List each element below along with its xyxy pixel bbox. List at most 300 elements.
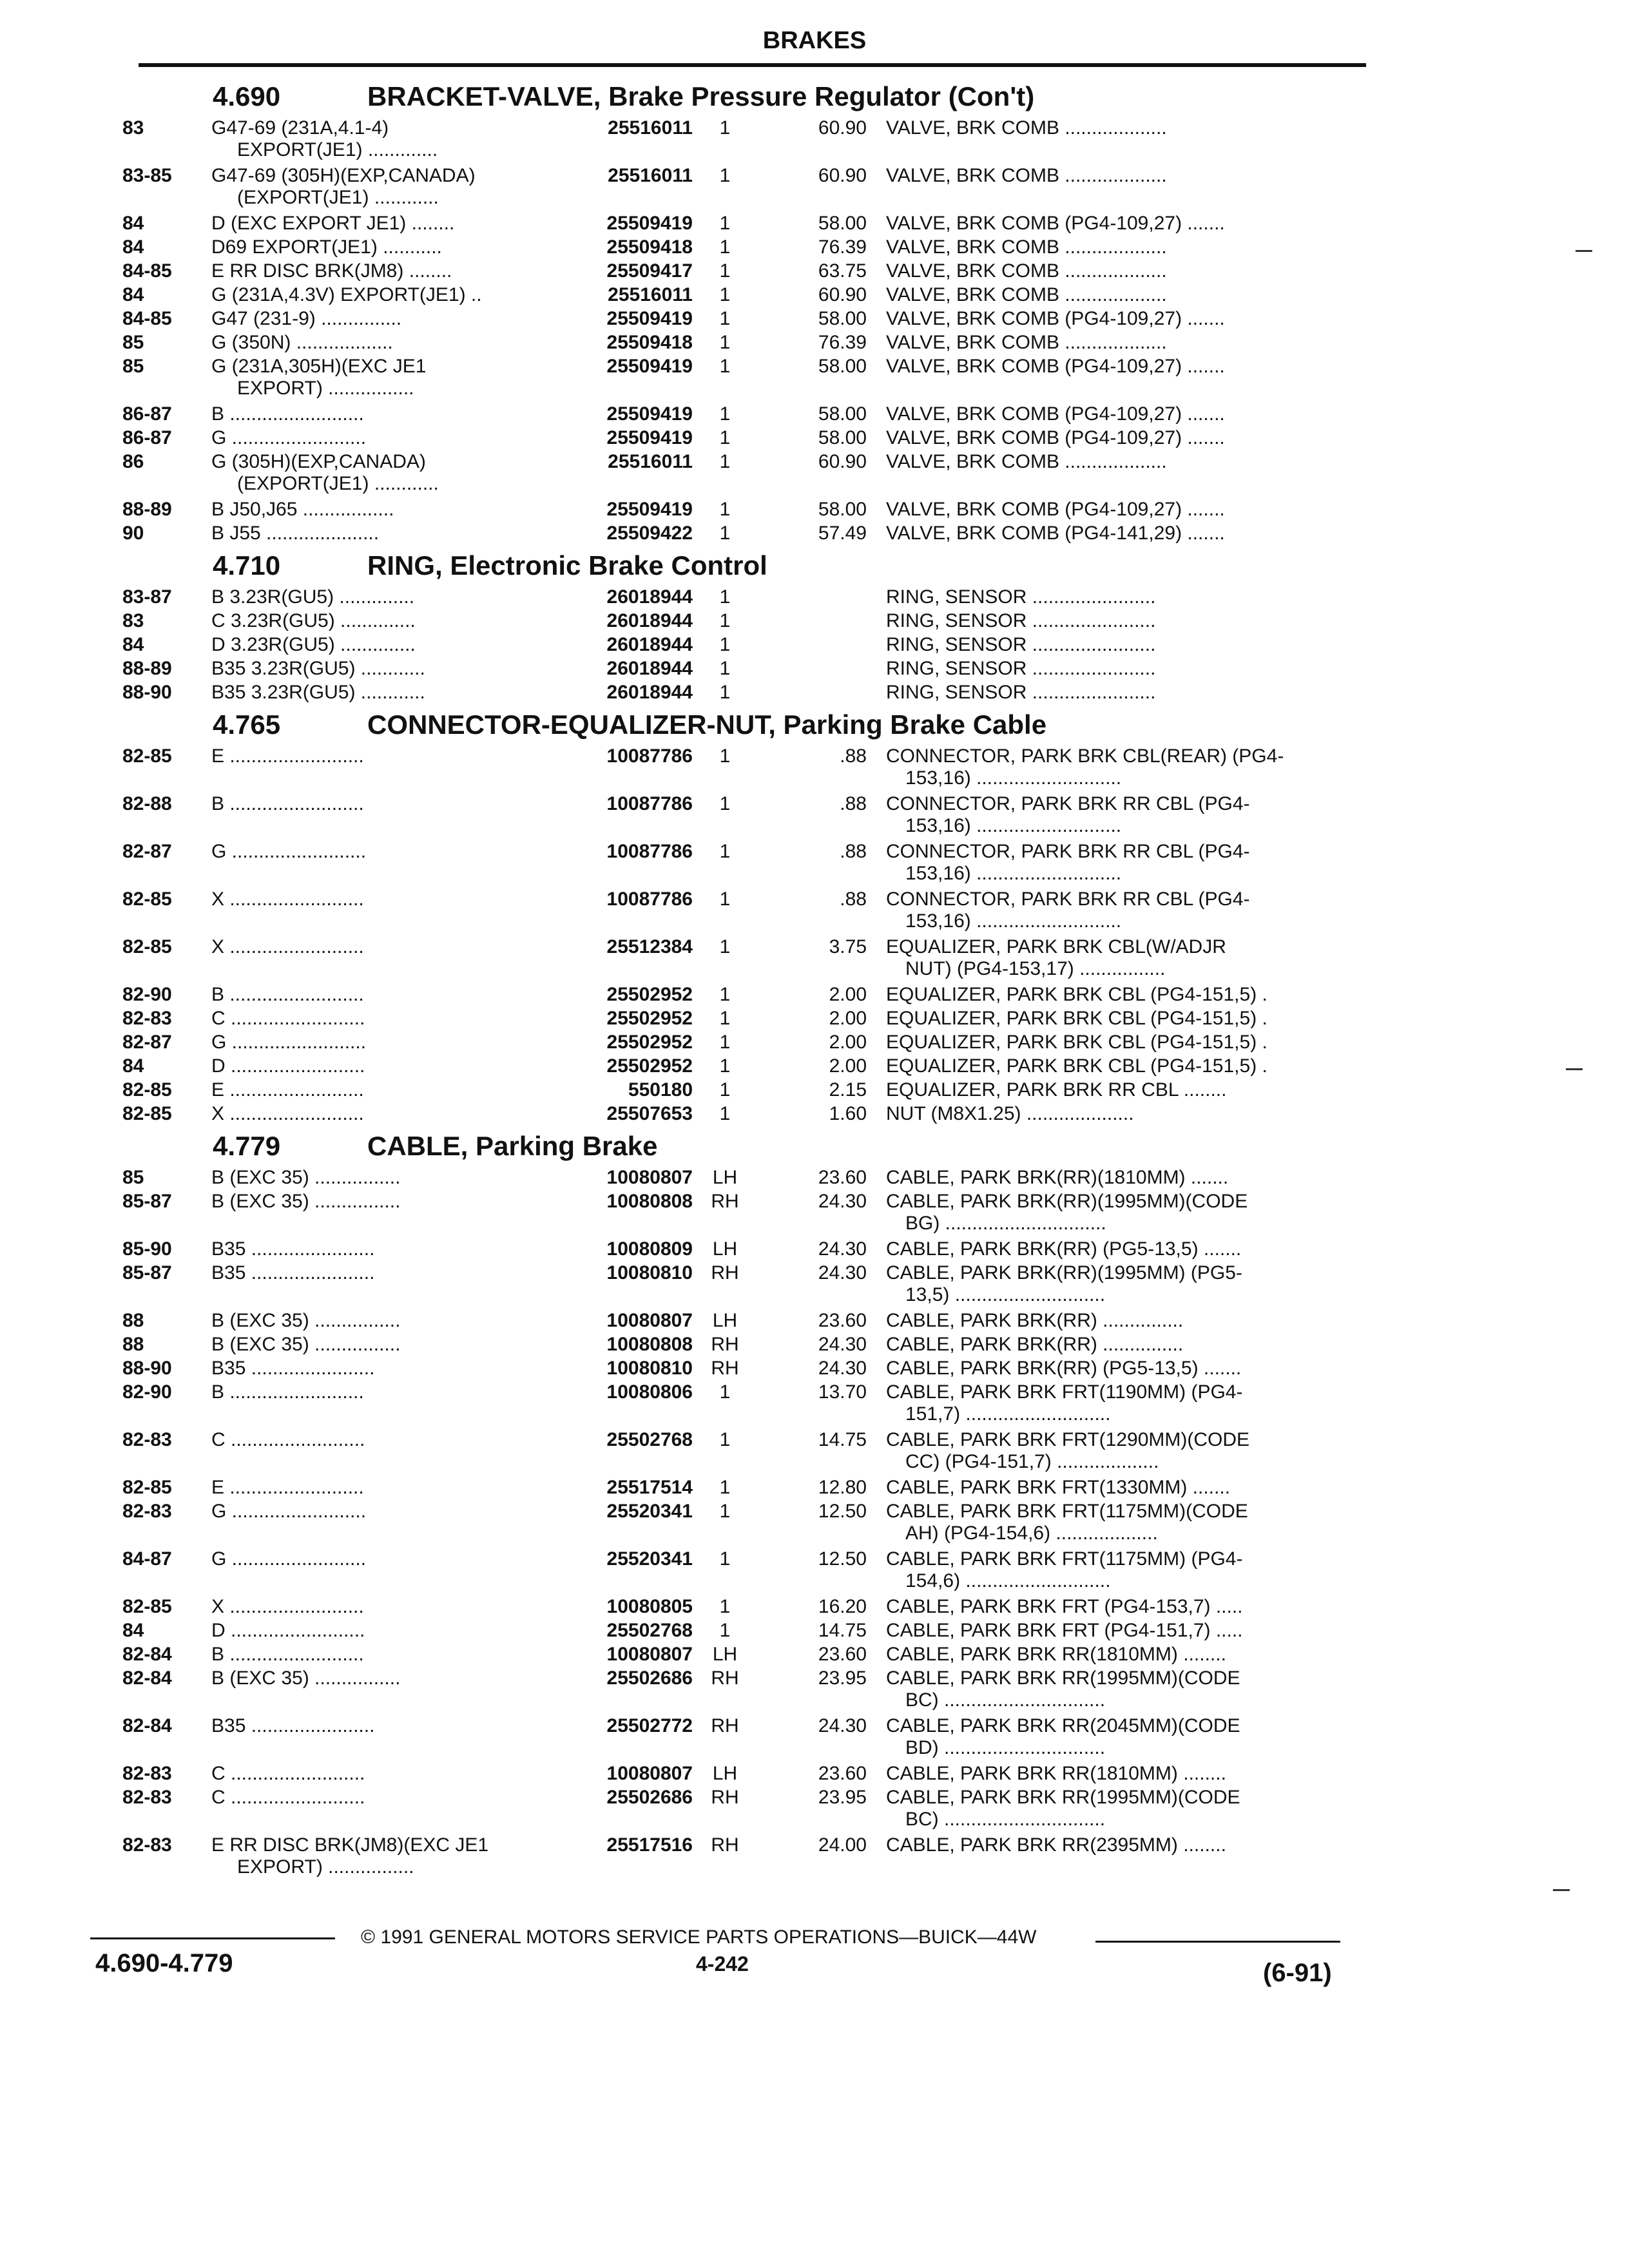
application-description (211, 745, 563, 767)
model-years: 82-85 (122, 936, 172, 957)
part-name-line: CABLE, PARK BRK(RR)(1810MM) ....... (886, 1167, 1229, 1188)
quantity: 1 (719, 1548, 731, 1570)
application-description (211, 260, 563, 282)
model-years: 84 (122, 1620, 144, 1641)
model-years: 82-83 (122, 1763, 172, 1784)
part-name (886, 1477, 1363, 1499)
description-line: B ......................... (211, 403, 364, 425)
description-line: G ......................... (211, 1032, 367, 1053)
quantity: LH (712, 1167, 738, 1188)
part-number: 25502768 (606, 1620, 693, 1641)
part-row (0, 117, 1629, 165)
price: 76.39 (818, 236, 867, 258)
part-name-line: VALVE, BRK COMB (PG4-109,27) ....... (886, 356, 1225, 377)
application-description (211, 1103, 563, 1125)
application-description (211, 1429, 563, 1451)
description-line: G ......................... (211, 427, 367, 448)
price: 58.00 (818, 308, 867, 329)
model-years: 82-90 (122, 1381, 172, 1403)
quantity: 1 (719, 841, 731, 862)
price: 2.15 (829, 1079, 867, 1100)
part-number: 10080810 (606, 1262, 693, 1283)
quantity: 1 (719, 745, 731, 767)
part-name-line: BC) .............................. (905, 1809, 1106, 1830)
part-row (0, 1667, 1629, 1715)
part-name (886, 1103, 1363, 1125)
part-row (0, 1644, 1629, 1667)
part-name-line: RING, SENSOR ....................... (886, 682, 1156, 703)
margin-mark (1553, 1889, 1570, 1891)
part-name (886, 308, 1363, 330)
section-title: RING, Electronic Brake Control (367, 550, 767, 581)
part-row (0, 165, 1629, 213)
model-years: 85 (122, 1167, 144, 1188)
part-name-line: CABLE, PARK BRK RR(1995MM)(CODE (886, 1667, 1240, 1689)
section-title: BRACKET-VALVE, Brake Pressure Regulator (Con't) (367, 81, 1035, 111)
description-line: G (231A,4.3V) EXPORT(JE1) .. (211, 284, 482, 305)
model-years: 84 (122, 236, 144, 258)
part-name-line: RING, SENSOR ....................... (886, 634, 1156, 655)
part-number: 10080807 (606, 1763, 693, 1784)
quantity: 1 (719, 117, 731, 139)
model-years: 85 (122, 332, 144, 353)
description-line: B35 ....................... (211, 1715, 375, 1736)
model-years: 83-85 (122, 165, 172, 186)
description-line: G (231A,305H)(EXC JE1 (211, 356, 427, 377)
part-number: 25502686 (606, 1787, 693, 1808)
price: 57.49 (818, 523, 867, 544)
part-name-line: NUT) (PG4-153,17) ................ (905, 958, 1166, 979)
application-description (211, 1032, 563, 1053)
description-line: G ......................... (211, 1501, 367, 1522)
price: 2.00 (829, 1008, 867, 1029)
part-name (886, 1310, 1363, 1332)
part-number: 10087786 (606, 793, 693, 814)
part-name (886, 1644, 1363, 1666)
model-years: 88-89 (122, 658, 172, 679)
part-name (886, 1763, 1363, 1785)
quantity: 1 (719, 1620, 731, 1641)
description-line: B35 ....................... (211, 1358, 375, 1379)
description-line: D ......................... (211, 1055, 365, 1077)
part-name-line: NUT (M8X1.25) .................... (886, 1103, 1134, 1124)
part-number: 10080807 (606, 1310, 693, 1331)
part-name-line: EQUALIZER, PARK BRK RR CBL ........ (886, 1079, 1227, 1100)
model-years: 82-85 (122, 745, 172, 767)
description-line: X ......................... (211, 889, 364, 910)
part-row (0, 1032, 1629, 1055)
part-name-line: VALVE, BRK COMB ................... (886, 165, 1167, 186)
part-number: 25509419 (606, 356, 693, 377)
part-name-line: CONNECTOR, PARK BRK RR CBL (PG4- (886, 841, 1250, 862)
section-number: 4.690 (213, 81, 281, 111)
price: 12.50 (818, 1548, 867, 1570)
part-name (886, 889, 1363, 932)
price: 58.00 (818, 213, 867, 234)
part-name (886, 1238, 1363, 1260)
price: 2.00 (829, 1055, 867, 1077)
price: 76.39 (818, 332, 867, 353)
quantity: 1 (719, 1381, 731, 1403)
application-description (211, 1548, 563, 1570)
part-row (0, 841, 1629, 889)
quantity: RH (711, 1834, 739, 1856)
application-description (211, 403, 563, 425)
part-row (0, 682, 1629, 706)
application-description (211, 1191, 563, 1213)
margin-mark (1576, 250, 1592, 252)
section-title: CABLE, Parking Brake (367, 1131, 658, 1161)
section-number: 4.710 (213, 550, 281, 581)
part-name-line: RING, SENSOR ....................... (886, 658, 1156, 679)
application-description (211, 1477, 563, 1499)
part-name-line: CABLE, PARK BRK FRT(1290MM)(CODE (886, 1429, 1250, 1450)
part-name-line: CABLE, PARK BRK(RR)(1995MM) (PG5- (886, 1262, 1242, 1283)
model-years: 83-87 (122, 586, 172, 608)
application-description (211, 1381, 563, 1403)
application-description (211, 1715, 563, 1737)
part-name-line: EQUALIZER, PARK BRK CBL(W/ADJR (886, 936, 1226, 957)
price: 60.90 (818, 451, 867, 472)
description-line: E ......................... (211, 745, 364, 767)
description-line: C 3.23R(GU5) .............. (211, 610, 416, 631)
application-description (211, 332, 563, 354)
price: 14.75 (818, 1620, 867, 1641)
part-number: 25509418 (606, 236, 693, 258)
description-line: D (EXC EXPORT JE1) ........ (211, 213, 455, 234)
part-name-line: CABLE, PARK BRK FRT (PG4-153,7) ..... (886, 1596, 1243, 1617)
model-years: 83 (122, 610, 144, 631)
model-years: 82-87 (122, 841, 172, 862)
part-number: 10080808 (606, 1334, 693, 1355)
quantity: 1 (719, 793, 731, 814)
part-name-line: CABLE, PARK BRK RR(1810MM) ........ (886, 1644, 1226, 1665)
description-line: G47 (231-9) ............... (211, 308, 402, 329)
part-name-line: RING, SENSOR ....................... (886, 586, 1156, 608)
part-row (0, 523, 1629, 546)
part-name (886, 1429, 1363, 1473)
application-description (211, 1834, 563, 1878)
application-description (211, 1334, 563, 1356)
part-name-line: CABLE, PARK BRK RR(1995MM)(CODE (886, 1787, 1240, 1808)
part-number: 25509417 (606, 260, 693, 282)
quantity: 1 (719, 1596, 731, 1617)
part-name-line: VALVE, BRK COMB (PG4-109,27) ....... (886, 308, 1225, 329)
part-row (0, 1191, 1629, 1238)
quantity: LH (712, 1310, 738, 1331)
part-name (886, 1055, 1363, 1077)
description-line: B ......................... (211, 793, 364, 814)
footer-rule-left (90, 1937, 335, 1939)
price: 12.50 (818, 1501, 867, 1522)
part-name-line: VALVE, BRK COMB (PG4-109,27) ....... (886, 403, 1225, 425)
quantity: 1 (719, 403, 731, 425)
part-name-line: VALVE, BRK COMB ................... (886, 117, 1167, 139)
part-name (886, 745, 1363, 789)
model-years: 86 (122, 451, 144, 472)
quantity: 1 (719, 427, 731, 448)
part-row (0, 308, 1629, 332)
part-number: 25502952 (606, 1032, 693, 1053)
part-name-line: VALVE, BRK COMB ................... (886, 332, 1167, 353)
quantity: 1 (719, 936, 731, 957)
application-description (211, 356, 563, 399)
part-number: 25502772 (606, 1715, 693, 1736)
price: 60.90 (818, 284, 867, 305)
part-number: 25502686 (606, 1667, 693, 1689)
description-line: X ......................... (211, 1596, 364, 1617)
footer-copyright: © 1991 GENERAL MOTORS SERVICE PARTS OPERATIONS—BUICK—44W (361, 1927, 1037, 1948)
price: 23.95 (818, 1787, 867, 1808)
quantity: 1 (719, 889, 731, 910)
part-row (0, 403, 1629, 427)
description-line: D 3.23R(GU5) .............. (211, 634, 416, 655)
quantity: 1 (719, 356, 731, 377)
price: .88 (840, 793, 867, 814)
part-row (0, 1596, 1629, 1620)
description-line: B (EXC 35) ................ (211, 1191, 401, 1212)
quantity: 1 (719, 308, 731, 329)
description-line: B (EXC 35) ................ (211, 1167, 401, 1188)
section-heading (0, 77, 1629, 117)
part-row (0, 427, 1629, 451)
part-name-line: CABLE, PARK BRK(RR) ............... (886, 1310, 1184, 1331)
part-name (886, 793, 1363, 837)
quantity: 1 (719, 165, 731, 186)
model-years: 88-89 (122, 499, 172, 520)
application-description (211, 1667, 563, 1689)
application-description (211, 984, 563, 1006)
part-number: 25516011 (608, 165, 693, 186)
part-name (886, 1548, 1363, 1592)
part-number: 10080806 (606, 1381, 693, 1403)
part-name-line: CONNECTOR, PARK BRK CBL(REAR) (PG4- (886, 745, 1284, 767)
application-description (211, 1167, 563, 1189)
section-title: CONNECTOR-EQUALIZER-NUT, Parking Brake Cable (367, 709, 1047, 740)
quantity: 1 (719, 984, 731, 1005)
footer-revision-date: (6-91) (1263, 1959, 1332, 1987)
part-number: 25509419 (606, 499, 693, 520)
part-row (0, 1548, 1629, 1596)
model-years: 90 (122, 523, 144, 544)
part-number: 25509418 (606, 332, 693, 353)
model-years: 82-85 (122, 1103, 172, 1124)
application-description (211, 117, 563, 161)
part-name-line: EQUALIZER, PARK BRK CBL (PG4-151,5) . (886, 984, 1268, 1005)
part-row (0, 451, 1629, 499)
description-line: B ......................... (211, 984, 364, 1005)
price: 23.60 (818, 1763, 867, 1784)
quantity: RH (711, 1715, 739, 1736)
description-line: B J50,J65 ................. (211, 499, 394, 520)
application-description (211, 1008, 563, 1030)
quantity: 1 (719, 634, 731, 655)
part-number: 26018944 (606, 586, 693, 608)
part-name (886, 634, 1363, 656)
model-years: 86-87 (122, 403, 172, 425)
part-number: 25516011 (608, 451, 693, 472)
part-name (886, 332, 1363, 354)
part-name (886, 236, 1363, 258)
model-years: 82-85 (122, 889, 172, 910)
description-line: C ......................... (211, 1787, 365, 1808)
quantity: 1 (719, 1008, 731, 1029)
description-line: G (350N) .................. (211, 332, 393, 353)
part-number: 10080809 (606, 1238, 693, 1260)
part-row (0, 1429, 1629, 1477)
description-line: X ......................... (211, 1103, 364, 1124)
model-years: 82-87 (122, 1032, 172, 1053)
part-number: 25509419 (606, 427, 693, 448)
quantity: LH (712, 1644, 738, 1665)
model-years: 84 (122, 634, 144, 655)
part-name-line: 154,6) ........................... (905, 1570, 1111, 1591)
part-row (0, 1501, 1629, 1548)
part-name-line: VALVE, BRK COMB (PG4-109,27) ....... (886, 427, 1225, 448)
quantity: RH (711, 1787, 739, 1808)
part-row (0, 1262, 1629, 1310)
part-number: 25509419 (606, 213, 693, 234)
part-name (886, 117, 1363, 139)
description-line: (EXPORT(JE1) ............ (237, 473, 439, 494)
description-line: B (EXC 35) ................ (211, 1667, 401, 1689)
application-description (211, 523, 563, 544)
page-header-title: BRAKES (762, 27, 867, 54)
part-name (886, 1715, 1363, 1759)
part-name-line: RING, SENSOR ....................... (886, 610, 1156, 631)
description-line: EXPORT) ................ (237, 378, 414, 399)
price: .88 (840, 841, 867, 862)
model-years: 82-84 (122, 1667, 172, 1689)
model-years: 88-90 (122, 682, 172, 703)
application-description (211, 451, 563, 495)
part-name (886, 1191, 1363, 1235)
part-row (0, 1787, 1629, 1834)
application-description (211, 889, 563, 910)
section-heading (0, 706, 1629, 745)
quantity: 1 (719, 682, 731, 703)
part-name-line: CABLE, PARK BRK(RR) (PG5-13,5) ....... (886, 1238, 1242, 1260)
part-name-line: VALVE, BRK COMB ................... (886, 236, 1167, 258)
price: 60.90 (818, 165, 867, 186)
application-description (211, 1644, 563, 1666)
parts-listing (0, 77, 1629, 1882)
model-years: 83 (122, 117, 144, 139)
model-years: 82-83 (122, 1008, 172, 1029)
description-line: E RR DISC BRK(JM8) ........ (211, 260, 452, 282)
model-years: 82-90 (122, 984, 172, 1005)
price: 58.00 (818, 403, 867, 425)
part-row (0, 1358, 1629, 1381)
part-number: 25507653 (606, 1103, 693, 1124)
price: 23.60 (818, 1310, 867, 1331)
part-row (0, 610, 1629, 634)
part-name-line: 151,7) ........................... (905, 1403, 1111, 1425)
description-line: G ......................... (211, 1548, 367, 1570)
part-row (0, 284, 1629, 308)
part-name (886, 1167, 1363, 1189)
quantity: RH (711, 1262, 739, 1283)
part-row (0, 1310, 1629, 1334)
price: 23.60 (818, 1644, 867, 1665)
description-line: E ......................... (211, 1477, 364, 1498)
part-name-line: EQUALIZER, PARK BRK CBL (PG4-151,5) . (886, 1032, 1268, 1053)
part-number: 25502768 (606, 1429, 693, 1450)
application-description (211, 213, 563, 235)
part-name-line: EQUALIZER, PARK BRK CBL (PG4-151,5) . (886, 1055, 1268, 1077)
description-line: B ......................... (211, 1381, 364, 1403)
price: 16.20 (818, 1596, 867, 1617)
model-years: 85-87 (122, 1191, 172, 1212)
part-number: 25502952 (606, 984, 693, 1005)
description-line: E RR DISC BRK(JM8)(EXC JE1 (211, 1834, 489, 1856)
part-number: 25516011 (608, 284, 693, 305)
part-name (886, 1787, 1363, 1831)
quantity: 1 (719, 1103, 731, 1124)
model-years: 84 (122, 1055, 144, 1077)
description-line: (EXPORT(JE1) ............ (237, 187, 439, 208)
quantity: RH (711, 1191, 739, 1212)
part-number: 25520341 (606, 1501, 693, 1522)
part-name-line: CABLE, PARK BRK(RR) ............... (886, 1334, 1184, 1355)
description-line: C ......................... (211, 1763, 365, 1784)
part-name (886, 165, 1363, 187)
part-name-line: CABLE, PARK BRK RR(2395MM) ........ (886, 1834, 1226, 1856)
part-number: 25509419 (606, 308, 693, 329)
part-row (0, 936, 1629, 984)
part-row (0, 1381, 1629, 1429)
model-years: 82-83 (122, 1429, 172, 1450)
part-number: 25520341 (606, 1548, 693, 1570)
part-name-line: 153,16) ........................... (905, 910, 1122, 932)
part-row (0, 1763, 1629, 1787)
part-row (0, 984, 1629, 1008)
price: 3.75 (829, 936, 867, 957)
model-years: 85-87 (122, 1262, 172, 1283)
part-number: 10080810 (606, 1358, 693, 1379)
part-number: 10087786 (606, 841, 693, 862)
model-years: 82-83 (122, 1787, 172, 1808)
application-description (211, 308, 563, 330)
part-name (886, 451, 1363, 473)
quantity: RH (711, 1358, 739, 1379)
quantity: LH (712, 1763, 738, 1784)
application-description (211, 1262, 563, 1284)
part-name (886, 499, 1363, 521)
price: 23.95 (818, 1667, 867, 1689)
application-description (211, 284, 563, 306)
part-number: 550180 (628, 1079, 693, 1100)
price: 58.00 (818, 356, 867, 377)
price: 14.75 (818, 1429, 867, 1450)
description-line: E ......................... (211, 1079, 364, 1100)
model-years: 82-83 (122, 1501, 172, 1522)
model-years: 88 (122, 1334, 144, 1355)
part-row (0, 1167, 1629, 1191)
part-name-line: CC) (PG4-151,7) ................... (905, 1451, 1159, 1472)
quantity: 1 (719, 586, 731, 608)
application-description (211, 610, 563, 632)
part-name (886, 1262, 1363, 1306)
quantity: 1 (719, 658, 731, 679)
part-name-line: EQUALIZER, PARK BRK CBL (PG4-151,5) . (886, 1008, 1268, 1029)
quantity: 1 (719, 332, 731, 353)
part-number: 26018944 (606, 634, 693, 655)
price: 24.30 (818, 1191, 867, 1212)
part-number: 26018944 (606, 610, 693, 631)
part-row (0, 499, 1629, 523)
price: 63.75 (818, 260, 867, 282)
